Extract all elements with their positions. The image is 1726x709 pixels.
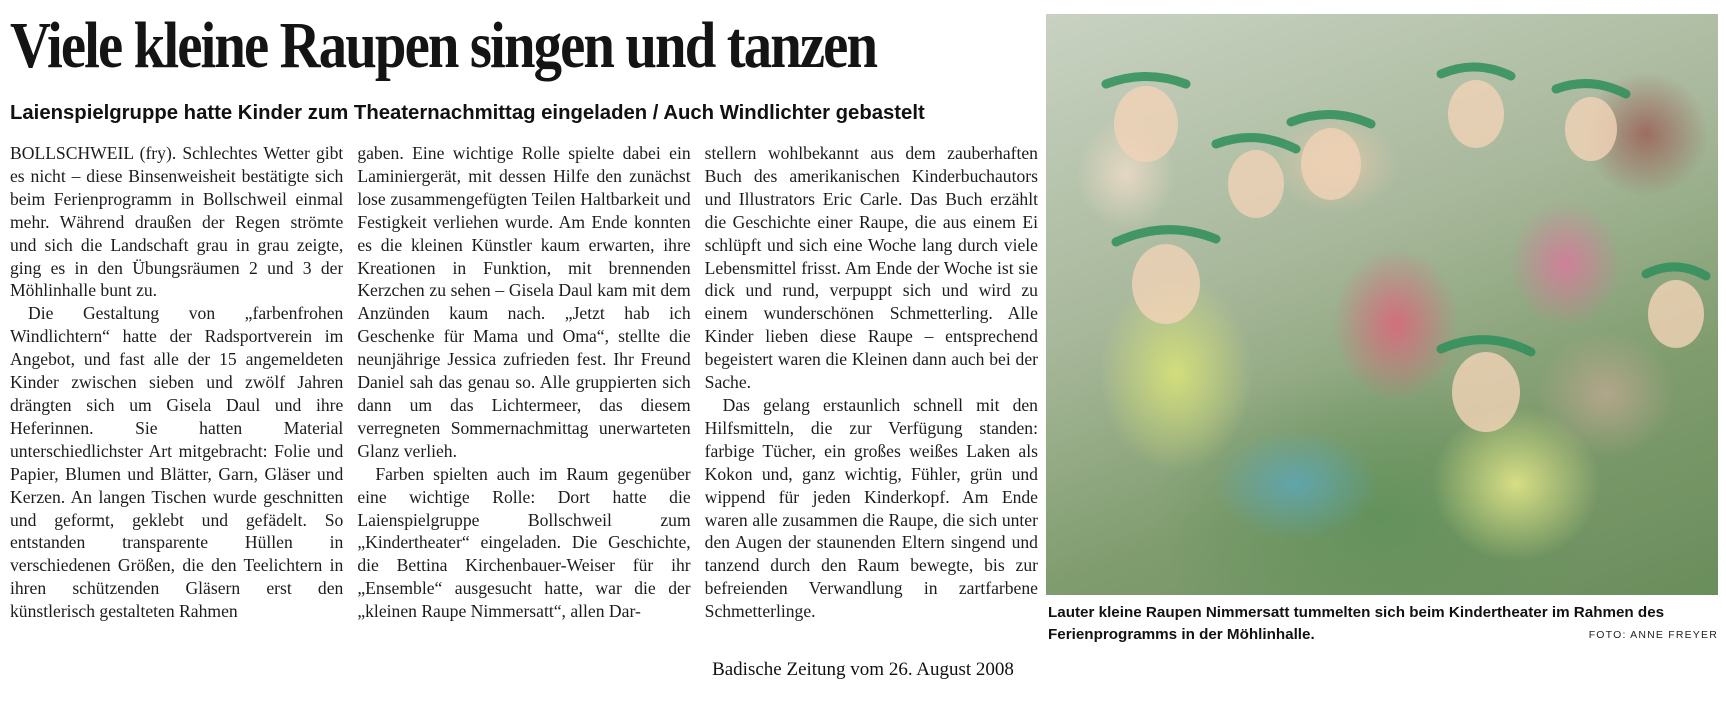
paragraph: gaben. Eine wichtige Rolle spielte dabei ein Laminiergerät, mit dessen Hilfe den zunächst lose zusammengefügten Teilen Haltbarkeit und Festigkeit verliehen wurde. Am Ende konnten es die kleinen Künstler kaum erwarten, ihre Kreationen in Funktion, mit brennenden Kerzchen zu sehen – Gisela Daul kam mit dem Anzünden kaum nach. „Jetzt hab ich Geschenke für Mama und Oma“, stellte die neunjährige Jessica zufrieden fest. Ihr Freund Daniel sah das genau so. Alle gruppierten sich dann um das Lichtermeer, das diesem verregneten Sommernachmittag unerwarteten Glanz verlieh. (357, 143, 691, 461)
source-line: Badische Zeitung vom 26. August 2008 (712, 659, 1014, 680)
children-photo-illustration (1046, 14, 1718, 595)
paragraph: Farben spielten auch im Raum gegenüber eine wichtige Rolle: Dort hatte die Laienspielgruppe Bollschweil zum „Kindertheater“ eingeladen. Die Geschichte, die Bettina Kirchenbauer-Weiser für ihr „Ensemble“ ausgesucht hatte, war die der „kleinen Raupe Nimmersatt“, allen Dar- (357, 463, 691, 622)
article-headline: Viele kleine Raupen singen und tanzen (10, 9, 877, 82)
article-subheadline: Laienspielgruppe hatte Kinder zum Theaternachmittag eingeladen / Auch Windlichter gebastelt (10, 101, 925, 124)
caption-text: Lauter kleine Raupen Nimmersatt tummelten sich beim Kindertheater im Rahmen des Ferienprogramms in der Möhlinhalle. (1048, 604, 1665, 643)
article-column-3 (705, 142, 1038, 647)
article-column-2 (357, 142, 690, 647)
paragraph: BOLLSCHWEIL (fry). Schlechtes Wetter gibt es nicht – diese Binsenweisheit bestätigte sich beim Ferienprogramm in Bollschweil einmal mehr. Während draußen der Regen strömte und sich die Landschaft grau in grau zeigte, ging es in den Übungsräumen 2 und 3 der Möhlinhalle bunt zu. (10, 143, 344, 301)
article-column-1 (10, 142, 343, 647)
photo-caption (1048, 602, 1718, 646)
paragraph: stellern wohlbekannt aus dem zauberhaften Buch des amerikanischen Kinderbuchautors und Illustrators Eric Carle. Das Buch erzählt die Geschichte einer Raupe, die aus einem Ei schlüpft und sich eine Woche lang durch viele Lebensmittel frisst. Am Ende der Woche ist sie dick und rund, verpuppt sich und wird zu einem wunderschönen Schmetterling. Alle Kinder lieben diese Raupe – entsprechend begeistert waren die Kleinen dann auch bei der Sache. (704, 143, 1038, 393)
article-photo (1046, 14, 1718, 595)
paragraph: Das gelang erstaunlich schnell mit den Hilfsmitteln, die zur Verfügung standen: farbige Tücher, ein großes weißes Laken als Kokon und, ganz wichtig, Fühler, grün und wippend für jeden Kinderkopf. Am Ende waren alle zusammen die Raupe, die sich unter den Augen der staunenden Eltern singend und tanzend durch den Raum bewegte, bis zur befreienden Verwandlung in zartfarbene Schmetterlinge. (704, 394, 1038, 622)
photo-credit: FOTO: ANNE FREYER (1588, 629, 1718, 641)
article-body (10, 142, 1038, 647)
paragraph: Die Gestaltung von „farbenfrohen Windlichtern“ hatte der Radsportverein im Angebot, und fast alle der 15 angemeldeten Kinder zwischen sieben und zwölf Jahren drängten sich um Gisela Daul und ihre Heferinnen. Sie hatten Material unterschiedlichster Art mitgebracht: Folie und Papier, Blumen und Blätter, Garn, Gläser und Kerzen. An langen Tischen wurde geschnitten und geformt, geklebt und gefädelt. So entstanden transparente Hüllen in verschiedenen Größen, die den Teelichtern in ihren schützenden Gläsern erst den künstlerisch gestalteten Rahmen (10, 303, 344, 622)
